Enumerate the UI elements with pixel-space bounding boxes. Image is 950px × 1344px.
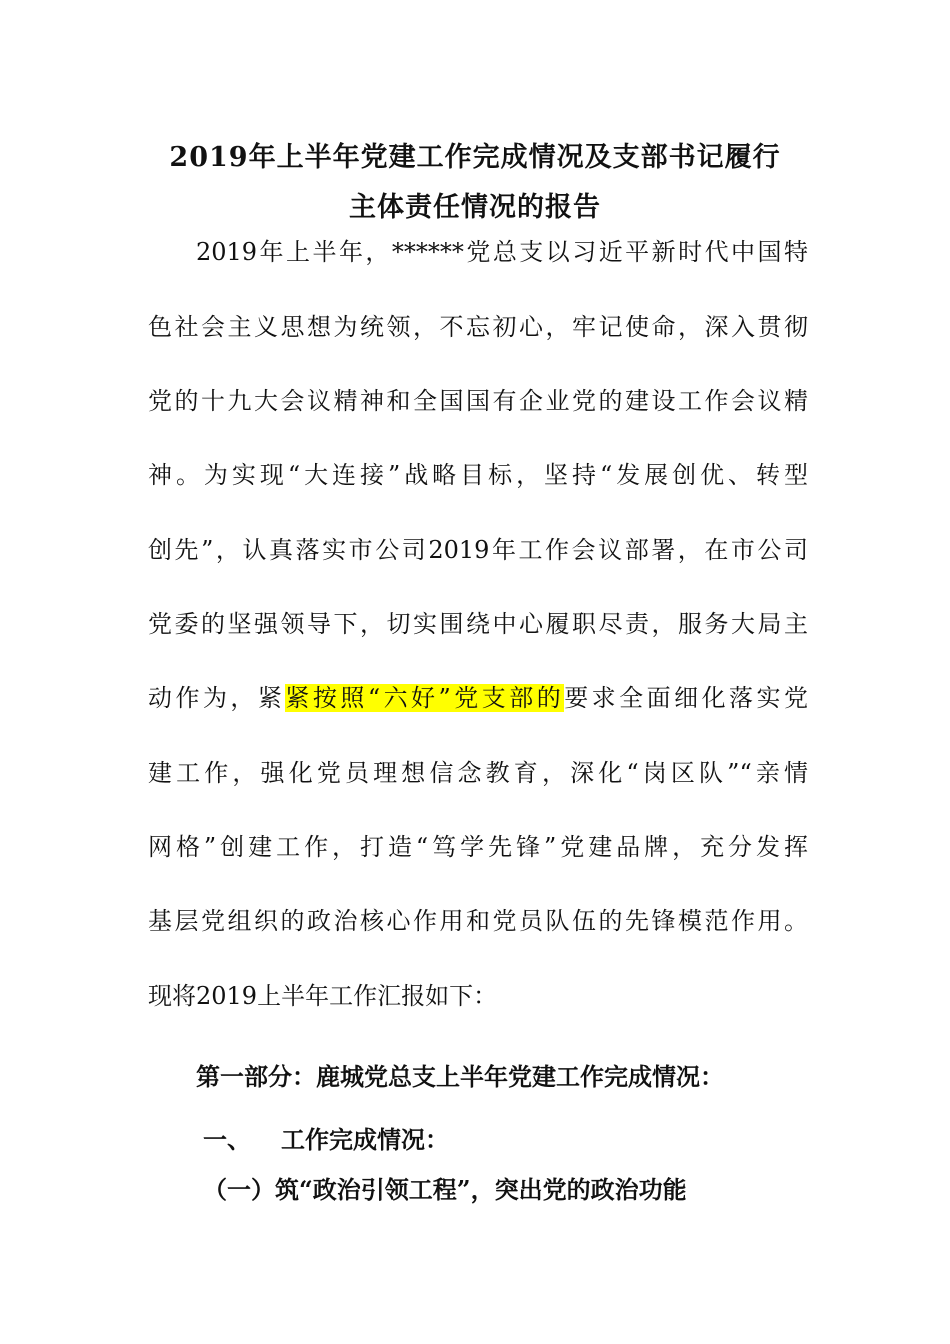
paragraph-line: 创先”，认真落实市公司2019年工作会议部署，在市公司 xyxy=(148,536,808,564)
document-title-line-1: 2019年上半年党建工作完成情况及支部书记履行 xyxy=(169,142,781,173)
section-title: 工作完成情况： xyxy=(281,1125,449,1154)
section-number: 一、 xyxy=(203,1125,251,1154)
paragraph-line: 现将2019上半年工作汇报如下： xyxy=(148,982,498,1010)
paragraph-line: 2019年上半年，******党总支以习近平新时代中国特 xyxy=(196,238,808,266)
paragraph-line: 网格”创建工作，打造“笃学先锋”党建品牌，充分发挥 xyxy=(148,833,808,861)
paragraph-text: 动作为，紧 xyxy=(148,684,286,712)
paragraph-line: 党委的坚强领导下，切实围绕中心履职尽责，服务大局主 xyxy=(148,610,808,638)
paragraph-line: 党的十九大会议精神和全国国有企业党的建设工作会议精 xyxy=(148,387,808,415)
document-title-line-2: 主体责任情况的报告 xyxy=(349,192,601,223)
paragraph-line: 色社会主义思想为统领，不忘初心，牢记使命，深入贯彻 xyxy=(148,313,808,341)
paragraph-line: 基层党组织的政治核心作用和党员队伍的先锋模范作用。 xyxy=(148,907,808,935)
part-heading: 第一部分：鹿城党总支上半年党建工作完成情况： xyxy=(196,1062,724,1091)
subsection-heading: （一）筑“政治引领工程”，突出党的政治功能 xyxy=(203,1175,687,1204)
paragraph-line: 建工作，强化党员理想信念教育，深化“岗区队”“亲情 xyxy=(148,759,808,787)
paragraph-text: 要求全面细化落实党 xyxy=(564,684,809,712)
highlighted-text: 紧按照“六好”党支部的 xyxy=(285,684,565,712)
paragraph-line: 神。为实现“大连接”战略目标，坚持“发展创优、转型 xyxy=(148,461,808,489)
paragraph-line-highlighted xyxy=(148,683,808,713)
